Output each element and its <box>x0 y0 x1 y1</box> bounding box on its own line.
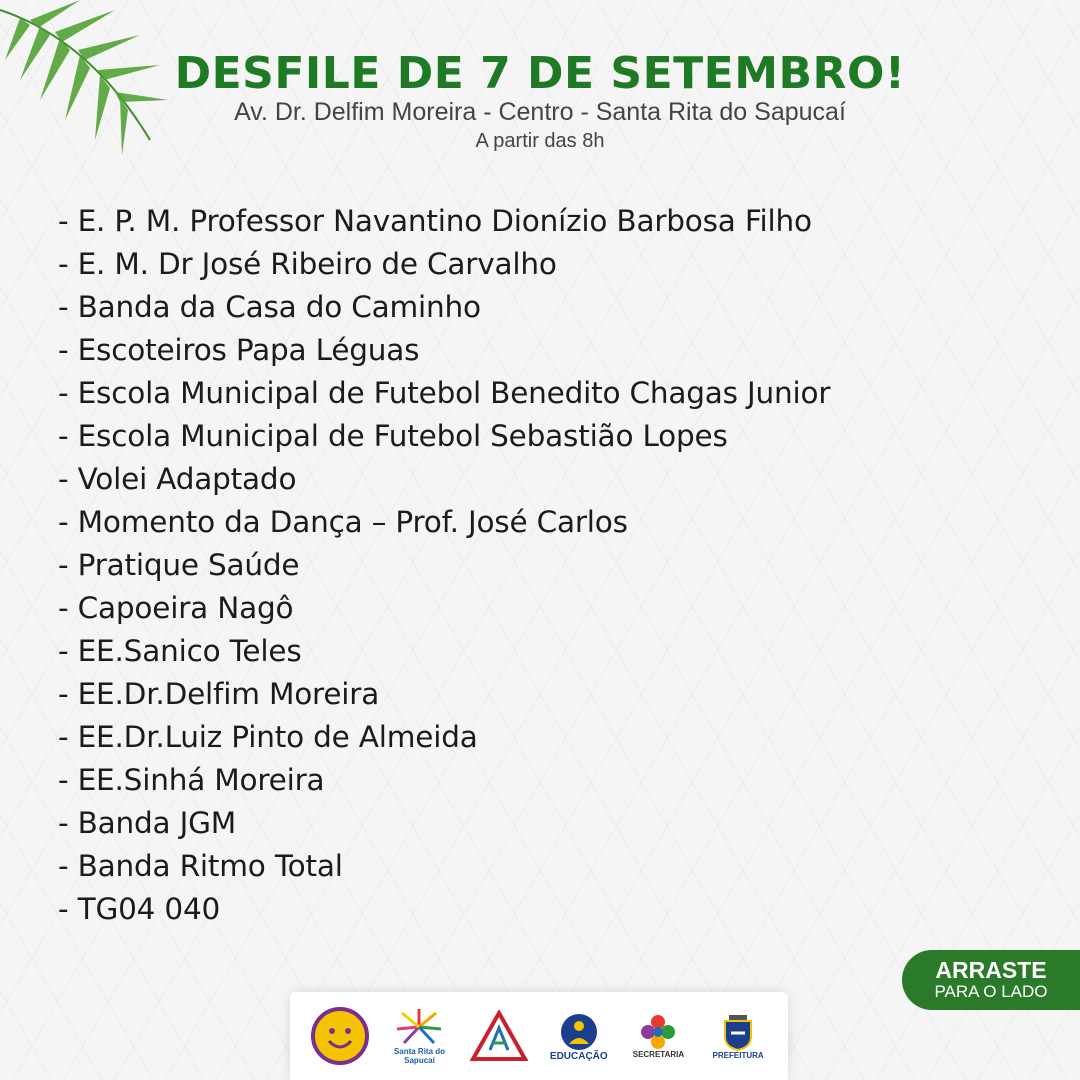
list-item: - EE.Dr.Luiz Pinto de Almeida <box>58 720 478 754</box>
list-item: - Banda Ritmo Total <box>58 849 343 883</box>
list-item: - Escola Municipal de Futebol Benedito Chagas Junior <box>58 376 831 410</box>
list-item: - Banda JGM <box>58 806 237 840</box>
event-time: A partir das 8h <box>475 130 605 152</box>
event-location: Av. Dr. Delfim Moreira - Centro - Santa Rita do Sapucaí <box>234 98 846 126</box>
santa-rita-logo <box>384 1001 454 1071</box>
secretaria-logo <box>623 1001 693 1071</box>
santa-rita-caption: Santa Rita do Sapucaí <box>393 1047 446 1065</box>
swipe-hint-line2: PARA O LADO <box>934 982 1048 1001</box>
list-item: - Capoeira Nagô <box>58 591 294 625</box>
list-item: - EE.Dr.Delfim Moreira <box>58 677 380 711</box>
prefeitura-caption: PREFEITURA <box>712 1050 764 1060</box>
triangle-icon <box>470 1010 528 1062</box>
list-item: - TG04 040 <box>58 892 221 926</box>
list-item: - EE.Sanico Teles <box>58 634 302 668</box>
colorful-flower-icon <box>640 1014 676 1050</box>
list-item: - Momento da Dança – Prof. José Carlos <box>58 505 628 539</box>
participant-list <box>58 200 830 931</box>
list-item: - Escoteiros Papa Léguas <box>58 333 420 367</box>
list-item: - Pratique Saúde <box>58 548 300 582</box>
page-title: DESFILE DE 7 DE SETEMBRO! <box>174 48 906 99</box>
prefeitura-logo <box>703 1001 773 1071</box>
list-item: - Escola Municipal de Futebol Sebastião Lopes <box>58 419 728 453</box>
list-item: - Banda da Casa do Caminho <box>58 290 481 324</box>
swipe-hint-line1: ARRASTE <box>935 957 1047 983</box>
educacao-logo <box>544 1001 614 1071</box>
education-emblem-icon <box>559 1012 599 1052</box>
vale-eletronica-logo <box>464 1001 534 1071</box>
list-item: - E. M. Dr José Ribeiro de Carvalho <box>58 247 557 281</box>
cidade-criativa-logo <box>305 1001 375 1071</box>
secretaria-caption: SECRETARIA <box>632 1049 685 1059</box>
list-item: - E. P. M. Professor Navantino Dionízio Barbosa Filho <box>58 204 812 238</box>
list-item: - EE.Sinhá Moreira <box>58 763 325 797</box>
sponsor-logo-bar <box>290 992 788 1080</box>
swipe-hint-badge[interactable] <box>902 950 1080 1010</box>
sunburst-icon <box>394 1007 444 1047</box>
smiley-icon <box>311 1007 369 1065</box>
coat-of-arms-icon <box>719 1013 757 1051</box>
list-item: - Volei Adaptado <box>58 462 297 496</box>
educacao-caption: EDUCAÇÃO <box>549 1050 608 1062</box>
